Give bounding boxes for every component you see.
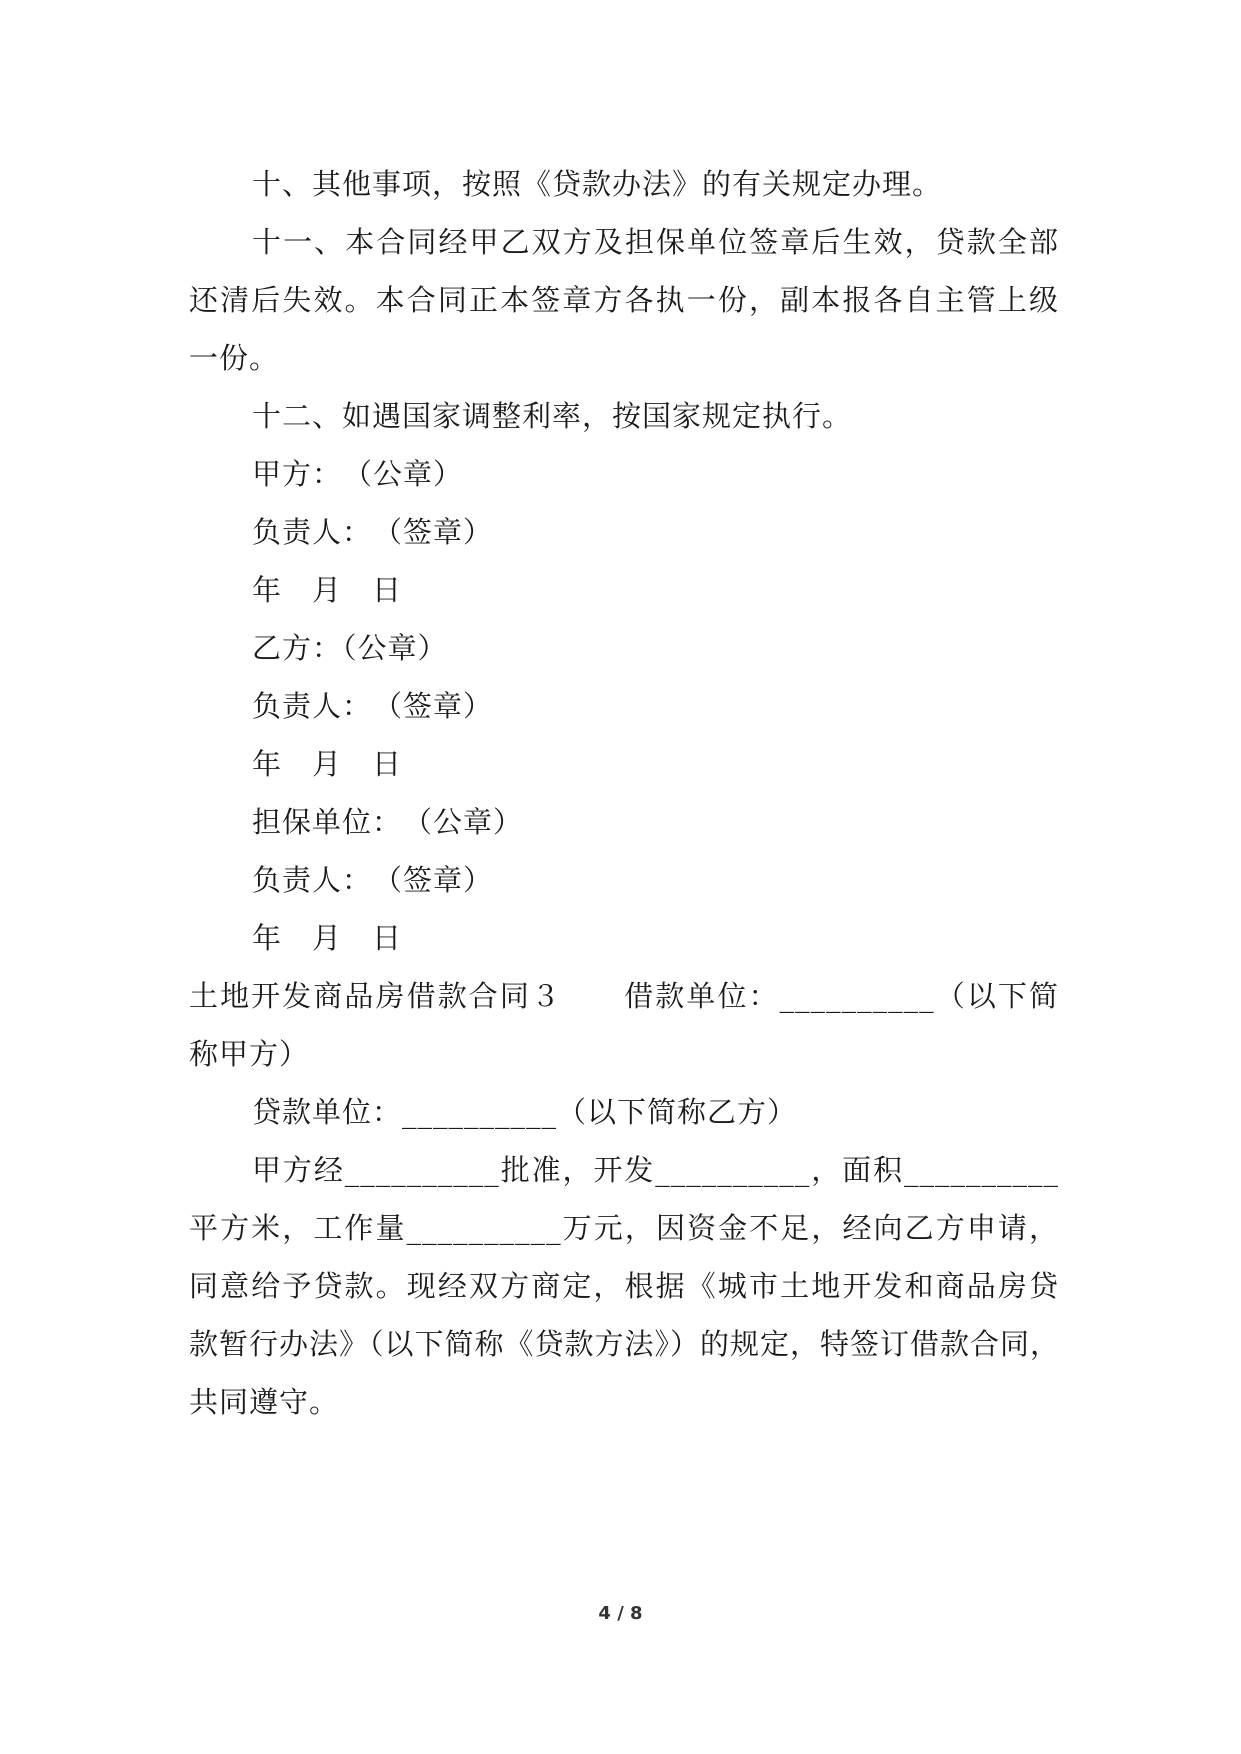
party-a-seal: 甲方： （公章） — [252, 457, 464, 491]
page-number: 4 / 8 — [598, 1603, 643, 1624]
clause-10: 十、其他事项，按照《贷款办法》的有关规定办理。 — [252, 167, 943, 201]
contract-3-title-line-1: 土地开发商品房借款合同３ 借款单位：__________（以下简 — [189, 979, 1059, 1013]
clause-11-line-1: 十一、本合同经甲乙双方及担保单位签章后生效，贷款全部 — [252, 225, 1059, 259]
party-b-date: 年 月 日 — [252, 747, 403, 781]
body-line-5: 共同遵守。 — [189, 1385, 340, 1419]
body-line-1: 甲方经__________批准，开发__________，面积__________ — [252, 1153, 1059, 1187]
body-line-3: 同意给予贷款。现经双方商定，根据《城市土地开发和商品房贷 — [189, 1269, 1059, 1303]
party-b-seal: 乙方：（公章） — [252, 631, 448, 665]
body-line-2: 平方米，工作量__________万元，因资金不足，经向乙方申请， — [189, 1211, 1059, 1245]
clause-11-line-3: 一份。 — [189, 341, 280, 375]
party-a-date: 年 月 日 — [252, 573, 403, 607]
guarantor-seal: 担保单位： （公章） — [252, 805, 524, 839]
contract-3-title-line-2: 称甲方） — [189, 1037, 310, 1071]
party-a-responsible-signature: 负责人： （签章） — [252, 515, 494, 549]
clause-12: 十二、如遇国家调整利率，按国家规定执行。 — [252, 399, 853, 433]
body-line-4: 款暂行办法》（以下简称《贷款方法》）的规定，特签订借款合同， — [189, 1327, 1061, 1361]
party-b-responsible-signature: 负责人： （签章） — [252, 689, 494, 723]
guarantor-date: 年 月 日 — [252, 921, 403, 955]
clause-11-line-2: 还清后失效。本合同正本签章方各执一份，副本报各自主管上级 — [189, 283, 1059, 317]
guarantor-responsible-signature: 负责人： （签章） — [252, 863, 494, 897]
lender-line: 贷款单位：__________（以下简称乙方） — [252, 1095, 798, 1129]
